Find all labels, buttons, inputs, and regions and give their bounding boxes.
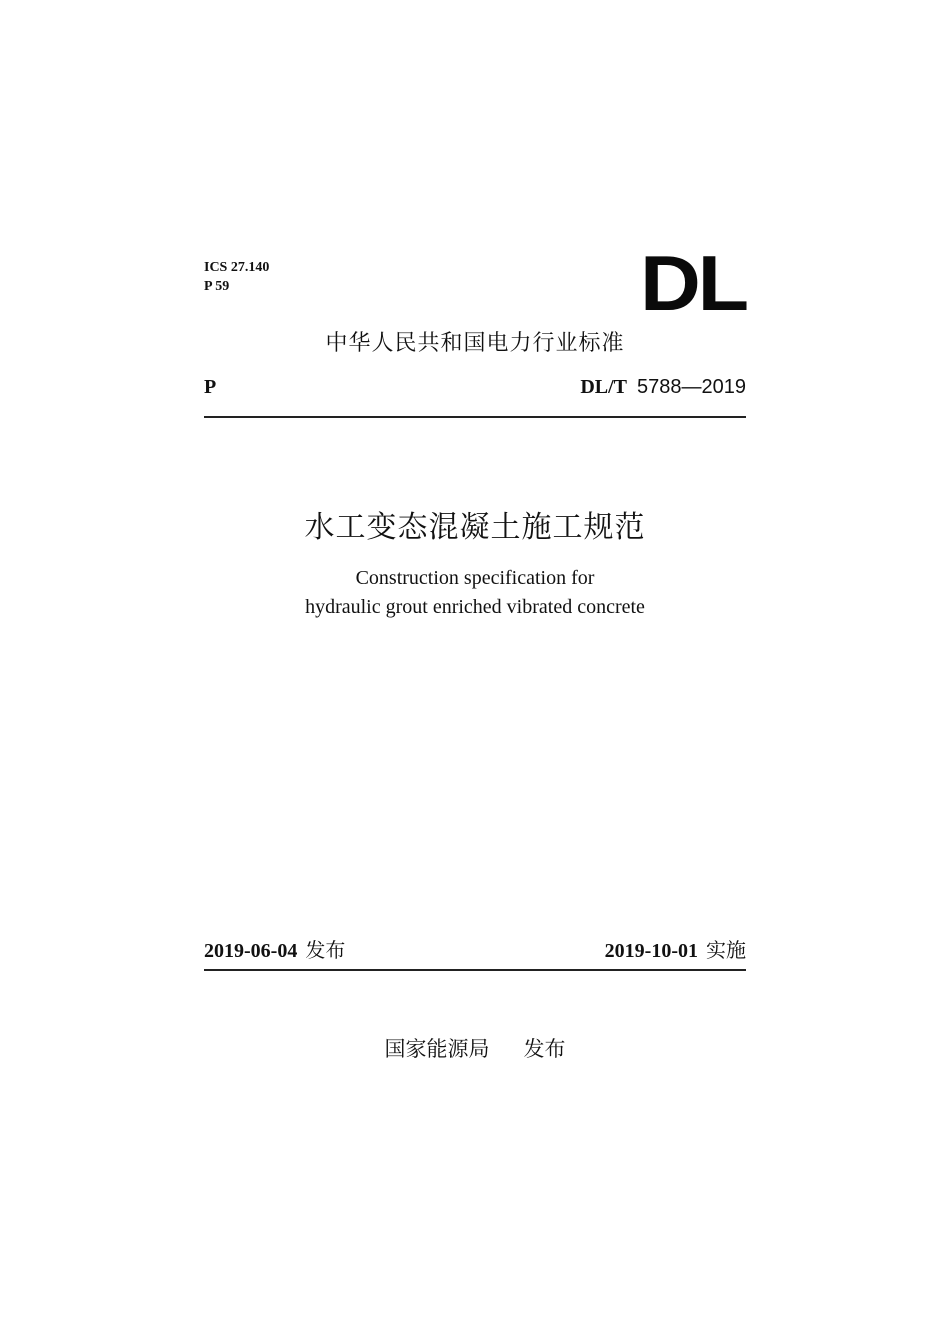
dl-logo: DL: [640, 239, 746, 327]
title-english-line-2: hydraulic grout enriched vibrated concrete: [305, 596, 645, 618]
standard-number: [580, 374, 746, 400]
classification-code: P: [204, 376, 217, 398]
ics-block: [204, 258, 269, 296]
bottom-divider: [204, 969, 746, 971]
top-divider: [204, 416, 746, 418]
issue-date: 2019-06-04: [204, 940, 298, 962]
title-english: [0, 564, 950, 622]
standard-prefix: DL/T: [580, 376, 628, 398]
ics-code: ICS 27.140: [204, 260, 270, 275]
title-english-line-1: Construction specification for: [355, 567, 595, 589]
effective-date-block: [605, 936, 746, 965]
standard-code: 5788—2019: [637, 376, 746, 398]
ccs-code: P 59: [204, 279, 230, 294]
issue-date-block: [204, 936, 345, 965]
issuer-line: [0, 1034, 950, 1064]
effective-label: 实施: [706, 938, 746, 962]
issuer-action: 发布: [523, 1037, 566, 1061]
industry-standard-heading: 中华人民共和国电力行业标准: [325, 331, 625, 356]
issue-label: 发布: [305, 938, 346, 962]
issuer-name: 国家能源局: [384, 1037, 490, 1061]
effective-date: 2019-10-01: [604, 940, 698, 962]
title-chinese: 水工变态混凝土施工规范: [304, 510, 646, 545]
